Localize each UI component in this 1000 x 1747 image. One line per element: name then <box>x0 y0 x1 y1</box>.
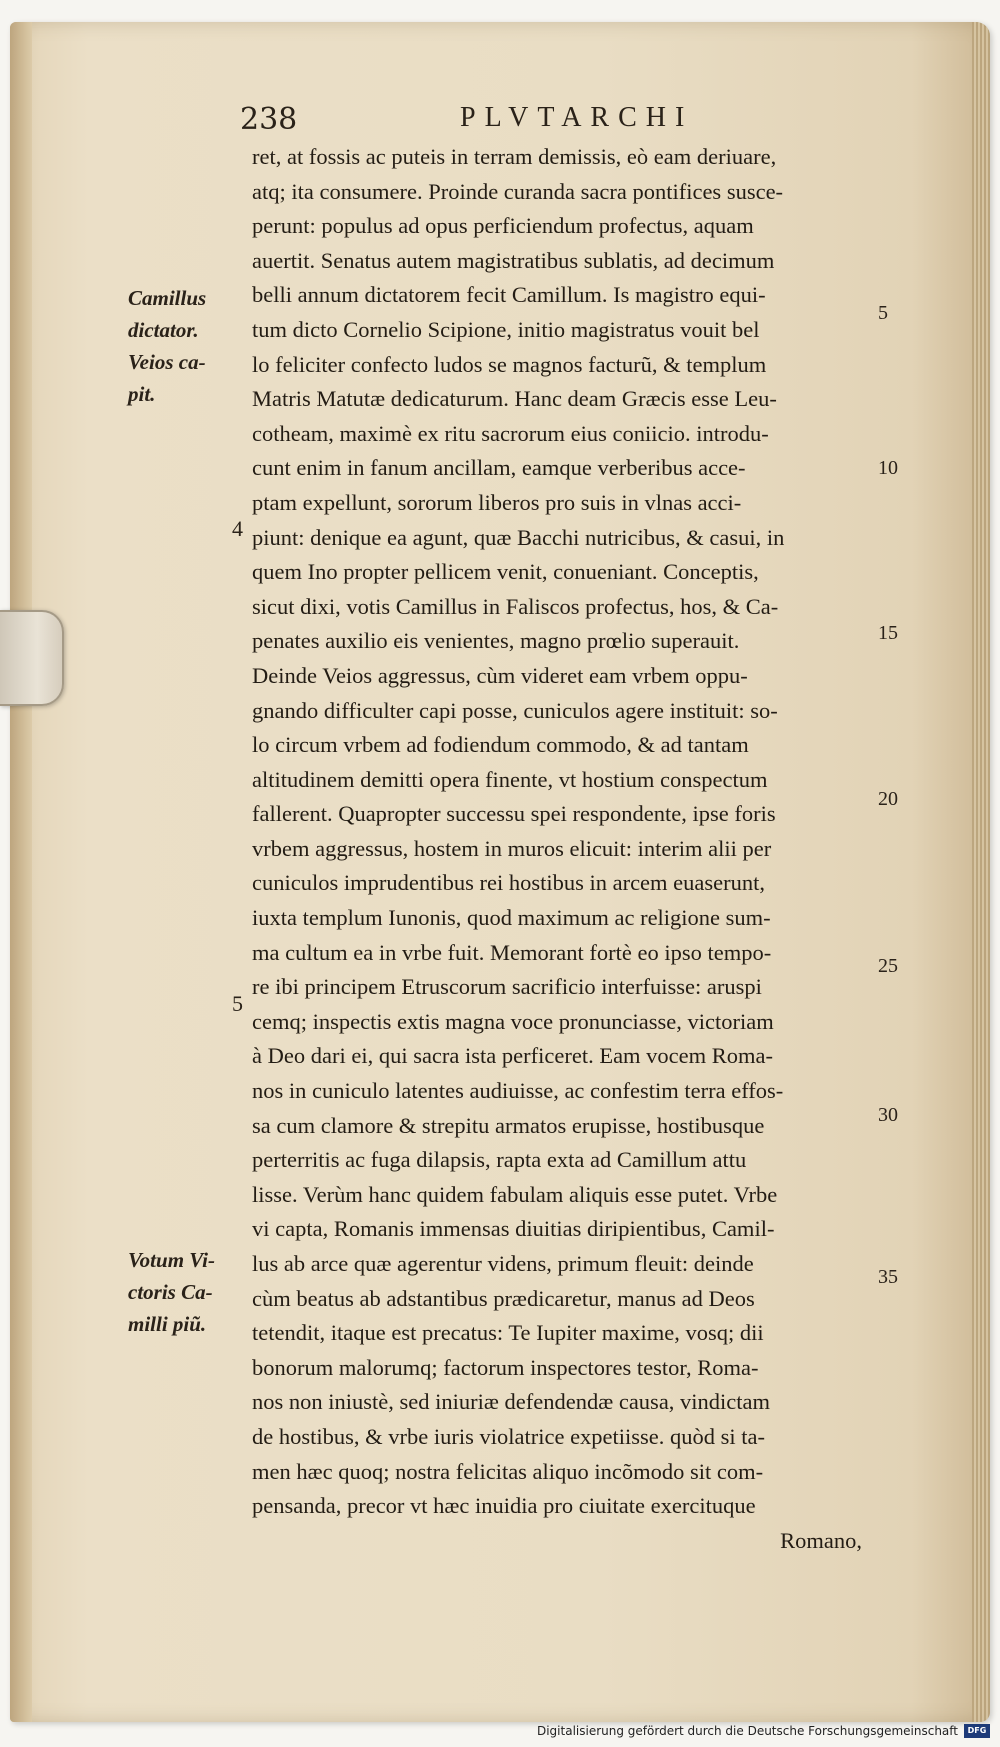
bookmark-tab <box>0 610 64 706</box>
footer-text: Digitalisierung gefördert durch die Deutsche Forschungsgemeinschaft <box>536 1724 958 1738</box>
text-line: perunt: populus ad opus perficiendum profectus, aquam <box>252 213 754 239</box>
margin-note-line: milli piũ. <box>128 1312 207 1336</box>
text-line: tetendit, itaque est precatus: Te Iupiter maxime, vosq; dii <box>252 1320 764 1346</box>
margin-note-camillus <box>128 282 240 410</box>
left-marker: 4 <box>232 516 243 541</box>
text-line: piunt: denique ea agunt, quæ Bacchi nutricibus, & casui, in <box>252 524 785 550</box>
line-number: 25 <box>878 955 898 977</box>
running-title: PLVTARCHI <box>460 102 694 133</box>
catchword: Romano, <box>780 1527 862 1553</box>
text-line: belli annum dictatorem fecit Camillum. Is magistro equi- <box>252 282 766 308</box>
running-head <box>240 96 860 136</box>
left-marker: 5 <box>232 991 243 1016</box>
text-line: lus ab arce quæ agerentur videns, primum fleuit: deinde <box>252 1251 754 1276</box>
line-number: 35 <box>878 1266 898 1288</box>
text-line: lo circum vrbem ad fodiendum commodo, & ad tantam <box>252 732 749 758</box>
text-line: sa cum clamore & strepitu armatos erupisse, hostibusque <box>252 1112 765 1138</box>
text-line: vi capta, Romanis immensas diuitias diripientibus, Camil- <box>252 1216 775 1242</box>
body-text <box>252 140 862 1558</box>
text-line: ret, at fossis ac puteis in terram demissis, eò eam deriuare, <box>252 144 777 169</box>
text-line: lo feliciter confecto ludos se magnos facturũ, & templum <box>252 351 767 377</box>
text-line: lisse. Verùm hanc quidem fabulam aliquis esse putet. Vrbe <box>252 1181 778 1207</box>
text-line: pensanda, precor vt hæc inuidia pro ciuitate exercituque <box>252 1493 756 1519</box>
text-line: cemq; inspectis extis magna voce pronunciasse, victoriam <box>252 1008 774 1034</box>
text-line: bonorum malorumq; factorum inspectores testor, Roma- <box>252 1354 759 1380</box>
text-line: altitudinem demitti opera finente, vt hostium conspectum <box>252 766 768 792</box>
text-line: Deinde Veios aggressus, cùm videret eam vrbem oppu- <box>252 662 748 688</box>
page-edges <box>972 22 990 1722</box>
margin-note-line: ctoris Ca- <box>128 1280 213 1304</box>
line-number: 20 <box>878 788 898 810</box>
text-line: tum dicto Cornelio Scipione, initio magistratus vouit bel <box>252 316 760 342</box>
margin-note-line: Veios ca- <box>128 350 206 374</box>
line-number: 5 <box>878 302 888 324</box>
line-number: 15 <box>878 622 898 644</box>
digitization-footer <box>537 1723 990 1739</box>
dfg-logo-icon: DFG <box>964 1724 990 1738</box>
margin-note-line: Camillus <box>128 286 207 310</box>
text-line: re ibi principem Etruscorum sacrificio interfuisse: aruspi <box>252 974 762 1000</box>
page-gutter <box>10 22 32 1722</box>
page-number: 238 <box>240 102 298 137</box>
text-line: atq; ita consumere. Proinde curanda sacra pontifices susce- <box>252 178 784 204</box>
text-line: perterritis ac fuga dilapsis, rapta exta ad Camillum attu <box>252 1147 747 1173</box>
text-line: ma cultum ea in vrbe fuit. Memorant fortè eo ipso tempo- <box>252 939 772 965</box>
text-line: auertit. Senatus autem magistratibus sublatis, ad decimum <box>252 247 775 273</box>
text-line: Matris Matutæ dedicaturum. Hanc deam Græcis esse Leu- <box>252 386 777 412</box>
text-line: cunt enim in fanum ancillam, eamque verberibus acce- <box>252 455 746 481</box>
margin-note-line: Votum Vi- <box>128 1248 215 1272</box>
text-line: cùm beatus ab adstantibus prædicaretur, manus ad Deos <box>252 1285 755 1311</box>
text-line: cuniculos imprudentibus rei hostibus in arcem euaserunt, <box>252 870 766 896</box>
text-line: men hæc quoq; nostra felicitas aliquo incõmodo sit com- <box>252 1458 764 1484</box>
text-line: penates auxilio eis venientes, magno prœlio superauit. <box>252 628 740 654</box>
text-line: cotheam, maximè ex ritu sacrorum eius coniicio. introdu- <box>252 420 769 446</box>
text-line: de hostibus, & vrbe iuris violatrice expetiisse. quòd si ta- <box>252 1423 766 1449</box>
margin-note-line: pit. <box>128 382 156 406</box>
text-line: à Deo dari ei, qui sacra ista perficeret. Eam vocem Roma- <box>252 1043 774 1069</box>
margin-note-line: dictator. <box>128 318 199 342</box>
text-line: gnando difficulter capi posse, cuniculos agere instituit: so- <box>252 697 778 723</box>
text-line: fallerent. Quapropter successu spei respondente, ipse foris <box>252 801 776 827</box>
text-line: nos in cuniculo latentes audiuisse, ac confestim terra effos- <box>252 1078 784 1104</box>
margin-note-votum <box>128 1244 240 1340</box>
line-number: 30 <box>878 1104 898 1126</box>
text-line: iuxta templum Iunonis, quod maximum ac religione sum- <box>252 905 771 931</box>
text-line: vrbem aggressus, hostem in muros elicuit: interim alii per <box>252 835 772 861</box>
text-line: quem Ino propter pellicem venit, conueniant. Conceptis, <box>252 559 759 585</box>
text-line: ptam expellunt, sororum liberos pro suis in vlnas acci- <box>252 489 742 515</box>
line-number: 10 <box>878 457 898 479</box>
text-line: sicut dixi, votis Camillus in Faliscos profectus, hos, & Ca- <box>252 593 779 619</box>
text-line: nos non iniustè, sed iniuriæ defendendæ causa, vindictam <box>252 1389 771 1415</box>
